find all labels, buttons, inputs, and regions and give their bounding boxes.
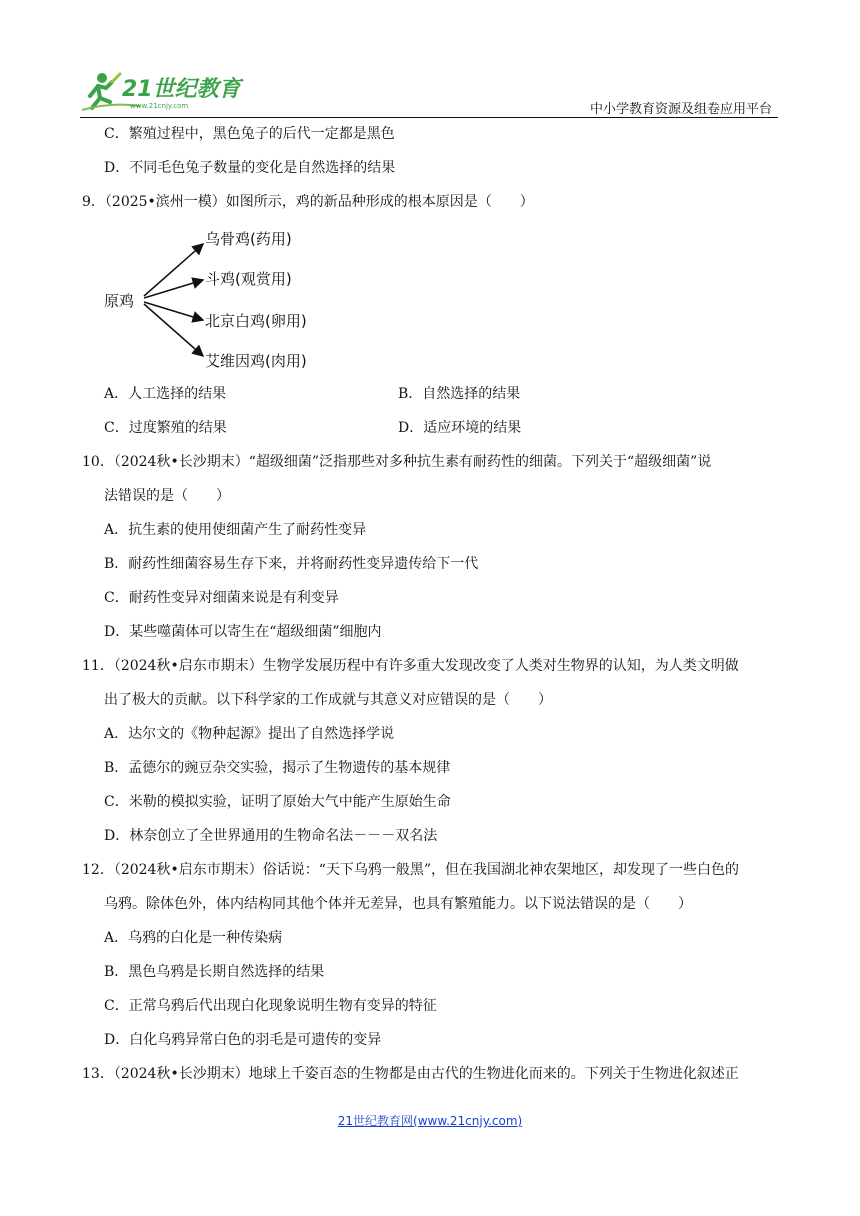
question-10-stem: 10．（2024秋•长沙期末）“超级细菌”泛指那些对多种抗生素有耐药性的细菌。下列关于“超级细菌”说 xyxy=(82,454,712,470)
question-13-stem: 13．（2024秋•长沙期末）地球上千姿百态的生物都是由古代的生物进化而来的。下列关于生物进化叙述正 xyxy=(82,1066,739,1082)
platform-title: 中小学教育资源及组卷应用平台 xyxy=(589,102,772,117)
option-c: C．繁殖过程中，黑色兔子的后代一定都是黑色 xyxy=(104,126,395,142)
header-divider xyxy=(80,117,778,118)
q11-option-a: A．达尔文的《物种起源》提出了自然选择学说 xyxy=(104,726,395,742)
q11-option-c: C．米勒的模拟实验，证明了原始大气中能产生原始生命 xyxy=(104,794,451,810)
q11-option-d: D．林奈创立了全世界通用的生物命名法－－－双名法 xyxy=(104,828,438,844)
question-12-stem: 12．（2024秋•启东市期末）俗话说：“天下乌鸦一般黑”，但在我国湖北神农架地区，却发现了一些白色的 xyxy=(82,862,740,878)
question-12-stem-cont: 乌鸦。除体色外，体内结构同其他个体并无差异，也具有繁殖能力。以下说法错误的是（ ） xyxy=(104,896,692,912)
page-header xyxy=(0,0,860,120)
q12-option-c: C．正常乌鸦后代出现白化现象说明生物有变异的特征 xyxy=(104,998,437,1014)
svg-text:21世纪教育: 21世纪教育 xyxy=(122,77,241,102)
q10-option-b: B．耐药性细菌容易生存下来，并将耐药性变异遗传给下一代 xyxy=(104,556,479,572)
question-10-stem-cont: 法错误的是（ ） xyxy=(104,488,230,504)
question-9-stem: 9．（2025•滨州一模）如图所示，鸡的新品种形成的根本原因是（ ） xyxy=(82,194,534,210)
branch-label-4: 艾维因鸡(肉用) xyxy=(205,352,307,370)
diagram-root-label: 原鸡 xyxy=(104,292,135,310)
q9-option-a: A．人工选择的结果 xyxy=(104,386,227,402)
chicken-breed-diagram xyxy=(100,222,360,377)
branch-label-2: 斗鸡(观赏用) xyxy=(205,270,292,288)
branch-label-1: 乌骨鸡(药用) xyxy=(205,230,292,248)
q9-option-c: C．过度繁殖的结果 xyxy=(104,420,227,436)
q11-option-b: B．孟德尔的豌豆杂交实验，揭示了生物遗传的基本规律 xyxy=(104,760,451,776)
q9-option-b: B．自然选择的结果 xyxy=(398,386,521,402)
site-logo xyxy=(80,66,250,114)
runner-logo-icon xyxy=(80,66,250,114)
q12-option-d: D．白化乌鸦异常白色的羽毛是可遗传的变异 xyxy=(104,1032,382,1048)
arrow-1 xyxy=(144,244,203,296)
q10-option-a: A．抗生素的使用使细菌产生了耐药性变异 xyxy=(104,522,367,538)
footer-link[interactable]: 21世纪教育网(www.21cnjy.com) xyxy=(337,1114,523,1128)
q12-option-a: A．乌鸦的白化是一种传染病 xyxy=(104,930,283,946)
page-footer xyxy=(0,1112,860,1129)
q9-option-d: D．适应环境的结果 xyxy=(398,420,522,436)
question-11-stem-cont: 出了极大的贡献。以下科学家的工作成就与其意义对应错误的是（ ） xyxy=(104,692,552,708)
svg-text:www.21cnjy.com: www.21cnjy.com xyxy=(130,102,189,110)
q10-option-c: C．耐药性变异对细菌来说是有利变异 xyxy=(104,590,339,606)
q10-option-d: D．某些噬菌体可以寄生在“超级细菌”细胞内 xyxy=(104,624,382,640)
question-11-stem: 11．（2024秋•启东市期末）生物学发展历程中有许多重大发现改变了人类对生物界的认知，为人类文明做 xyxy=(82,658,739,674)
arrow-4 xyxy=(144,304,203,356)
branch-label-3: 北京白鸡(卵用) xyxy=(205,312,307,330)
option-d: D．不同毛色兔子数量的变化是自然选择的结果 xyxy=(104,160,396,176)
q12-option-b: B．黑色乌鸦是长期自然选择的结果 xyxy=(104,964,325,980)
